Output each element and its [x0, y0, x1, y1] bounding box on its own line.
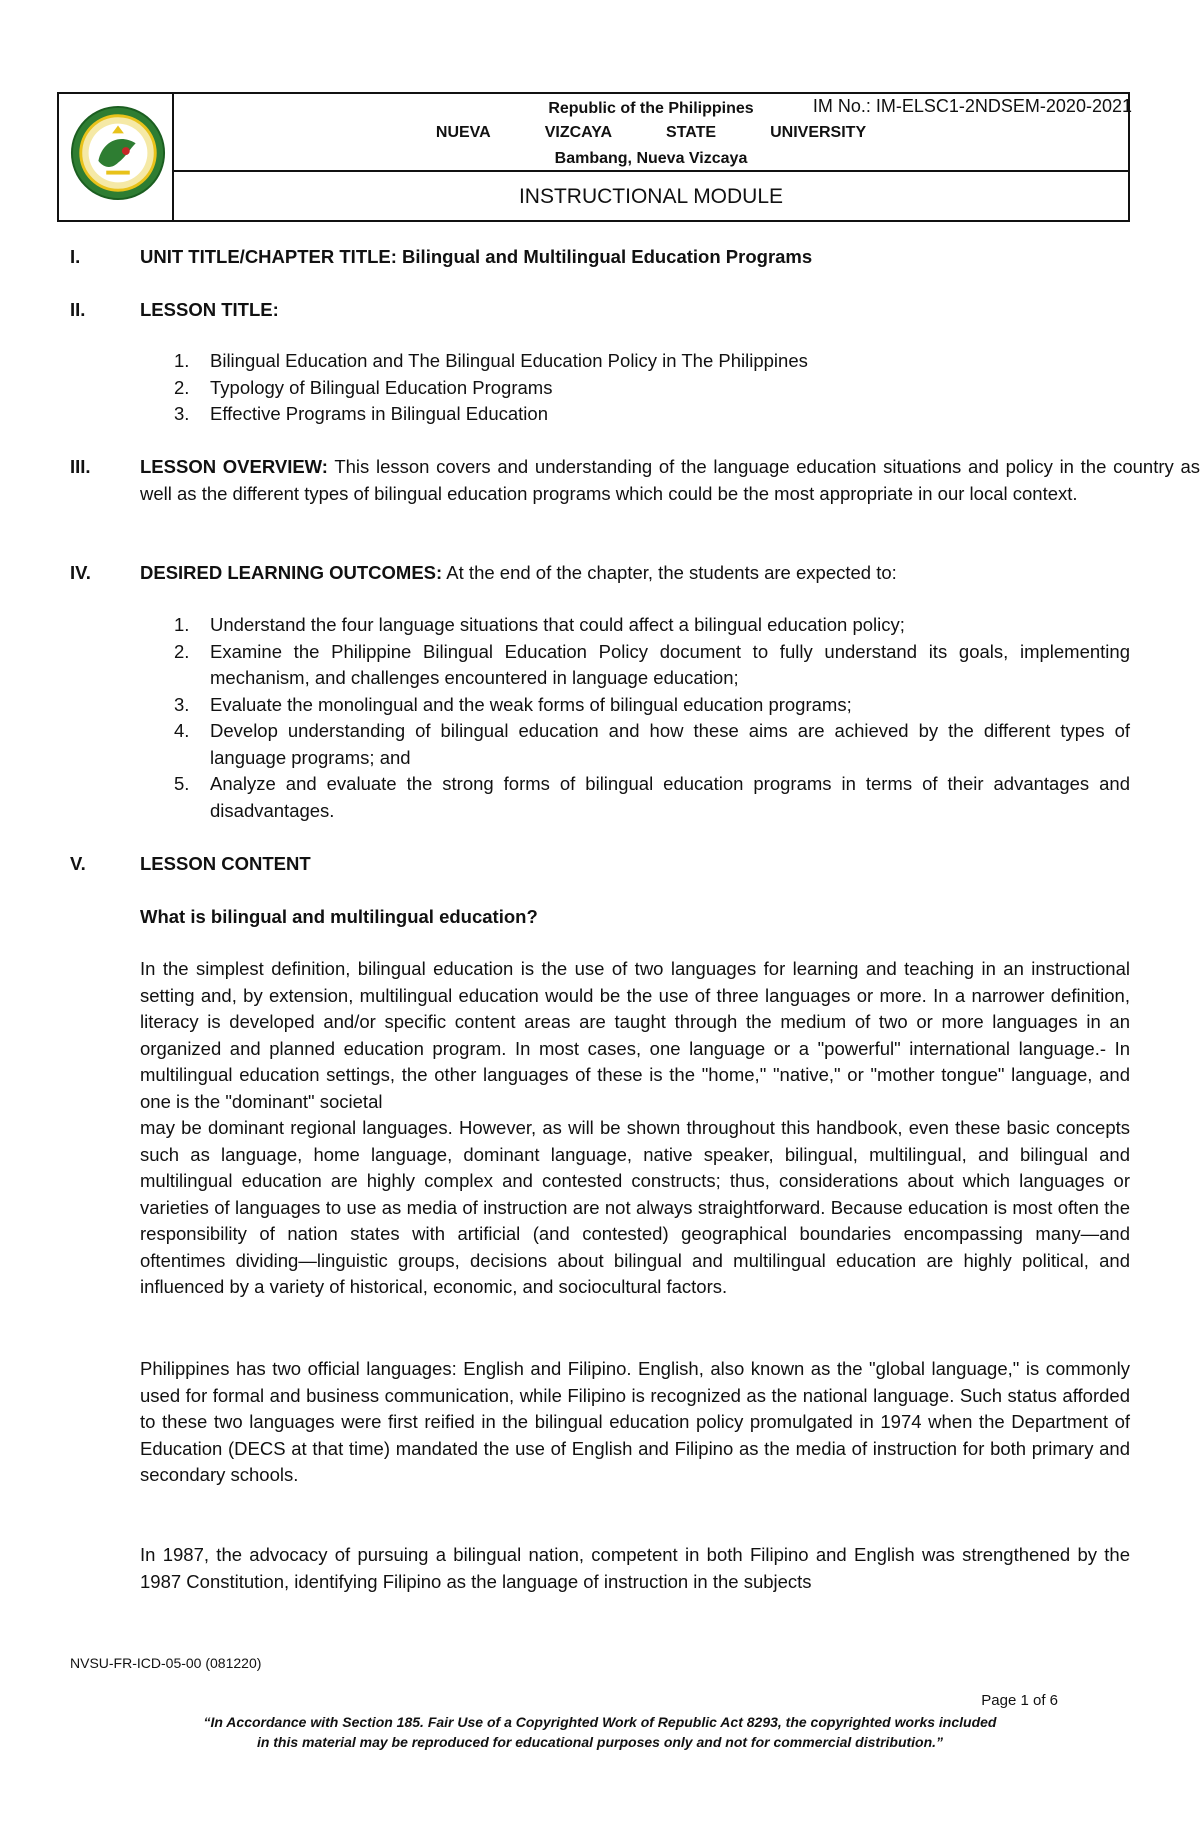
university-word: NUEVA	[435, 124, 491, 141]
university-word: VIZCAYA	[544, 124, 613, 141]
header-info	[174, 94, 1132, 172]
im-number: IM No.: IM-ELSC1-2NDSEM-2020-2021	[812, 96, 1132, 116]
content-paragraph: In the simplest definition, bilingual education is the use of two languages for learning and teaching in an instructional setting and, by extension, multilingual education would be the use of three languages or more. In a narrower definition, literacy is developed and/or specific content areas are taught through the medium of two or more languages in an organized and planned education program. In most cases, one language or a "powerful" international language.- In multilingual education settings, the other languages of these is the "home," "native," or "mother tongue" language, and one is the "dominant" societal	[140, 958, 1130, 1112]
content-paragraph: may be dominant regional languages. However, as will be shown throughout this handbook, even these basic concepts such as language, home language, dominant language, native speaker, bilingual, multilingual, and bilingual and multilingual education are highly complex and contested constructs; thus, considerations about which languages or varieties of languages to use as media of instruction are not always straightforward. Because education is most often the responsibility of nation states with artificial (and contested) geographical boundaries encompassing many—and oftentimes dividing—linguistic groups, decisions about bilingual and multilingual education are highly political, and influenced by a variety of historical, economic, and sociocultural factors.	[140, 1117, 1130, 1297]
section-label: LESSON OVERVIEW:	[140, 456, 328, 477]
section-body	[140, 454, 1200, 507]
lesson-title-list	[140, 348, 1130, 428]
republic-label: Republic of the Philippines	[548, 100, 754, 117]
logo-cell	[59, 94, 174, 220]
content-paragraph: In 1987, the advocacy of pursuing a bilingual nation, competent in both Filipino and English was strengthened by the 1987 Constitution, identifying Filipino as the language of instruction in the subjects	[140, 1544, 1130, 1592]
content-paragraph: Philippines has two official languages: English and Filipino. English, also known as the "global language," is commonly used for formal and business communication, while Filipino is recognized as the national language. Such status afforded to these two languages were first reified in the bilingual education policy promulgated in 1974 when the Department of Education (DECS at that time) mandated the use of English and Filipino as the media of instruction for both primary and secondary schools.	[140, 1358, 1130, 1485]
outcomes-list	[140, 612, 1130, 824]
section-number: I.	[70, 246, 81, 267]
copyright-disclaimer	[0, 1712, 1200, 1752]
university-word: UNIVERSITY	[770, 124, 867, 141]
section-label: LESSON CONTENT	[140, 853, 311, 874]
disclaimer-line: in this material may be reproduced for educational purposes only and not for commercial distribution.”	[256, 1734, 944, 1750]
list-item: 2. Examine the Philippine Bilingual Education Policy document to fully understand its goals, implementing mechanism, and challenges encountered in language education;	[174, 640, 1130, 688]
content-subheading: What is bilingual and multilingual education?	[140, 906, 538, 927]
document-header	[57, 92, 1130, 222]
list-item: 1. Understand the four language situations that could affect a bilingual education policy;	[174, 614, 905, 635]
list-item: 3. Effective Programs in Bilingual Education	[174, 403, 548, 424]
list-item: 4. Develop understanding of bilingual education and how these aims are achieved by the different types of language programs; and	[174, 720, 1130, 768]
section-text: This lesson covers and understanding of the language education situations and policy in the country as well as the different types of bilingual education programs which could be the most appropriate in our local context.	[140, 456, 1200, 504]
location-label: Bambang, Nueva Vizcaya	[554, 150, 748, 167]
module-title: INSTRUCTIONAL MODULE	[518, 185, 784, 208]
university-name	[174, 124, 1128, 142]
section-number: III.	[70, 456, 91, 477]
section-text: At the end of the chapter, the students are expected to:	[442, 562, 897, 583]
section-label: DESIRED LEARNING OUTCOMES:	[140, 562, 443, 583]
list-item: 3. Evaluate the monolingual and the weak forms of bilingual education programs;	[174, 693, 852, 715]
list-item: 1. Bilingual Education and The Bilingual Education Policy in The Philippines	[174, 350, 808, 371]
section-number: V.	[70, 853, 86, 874]
nvsu-seal-icon	[69, 104, 167, 202]
list-item: 2. Typology of Bilingual Education Programs	[174, 376, 553, 398]
section-label: UNIT TITLE/CHAPTER TITLE: Bilingual and Multilingual Education Programs	[140, 246, 813, 267]
university-word: STATE	[666, 124, 717, 141]
form-code: NVSU-FR-ICD-05-00 (081220)	[70, 1655, 262, 1671]
disclaimer-line: “In Accordance with Section 185. Fair Use of a Copyrighted Work of Republic Act 8293, the copyrighted works included	[203, 1714, 997, 1730]
list-item: 5. Analyze and evaluate the strong forms of bilingual education programs in terms of their advantages and disadvantages.	[174, 773, 1130, 821]
section-body	[140, 560, 1200, 587]
section-number: II.	[70, 299, 86, 320]
section-number: IV.	[70, 562, 91, 583]
page-number: Page 1 of 6	[981, 1692, 1058, 1709]
section-label: LESSON TITLE:	[140, 299, 279, 320]
